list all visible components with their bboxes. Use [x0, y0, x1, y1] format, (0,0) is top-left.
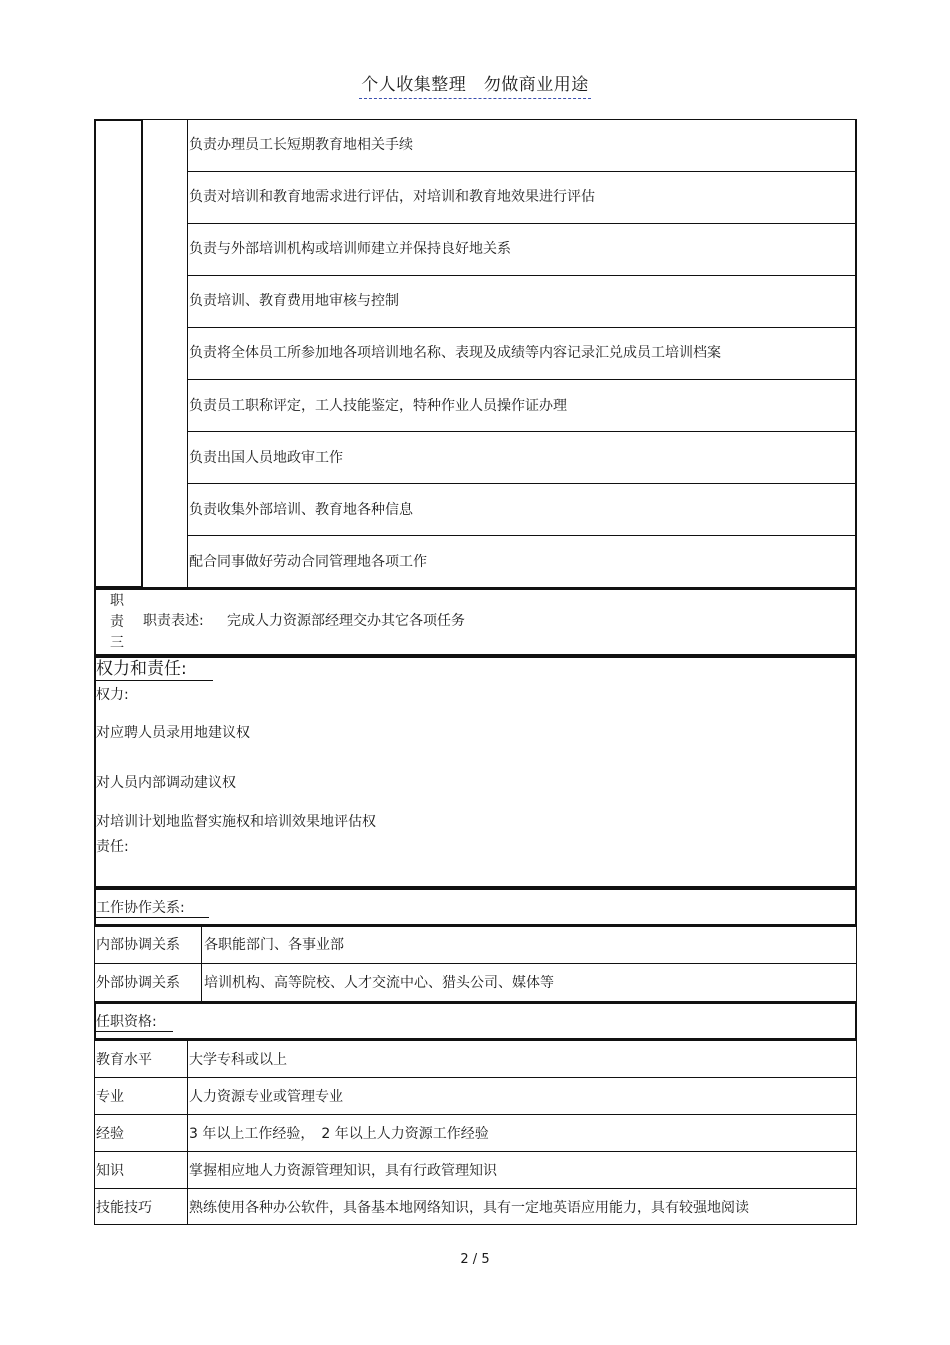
relations-value: 各职能部门、各事业部 — [204, 937, 344, 953]
duties-right-edge — [855, 119, 856, 588]
duty-item: 负责办理员工长短期教育地相关手续 — [189, 137, 413, 153]
duty-rule — [187, 483, 856, 484]
duty-rule — [187, 327, 856, 328]
duty3-label-char: 责 — [110, 614, 124, 630]
duties-divider — [187, 119, 188, 588]
relations-title — [96, 899, 209, 918]
duties-left-cell — [94, 119, 143, 588]
authority-title — [96, 659, 213, 681]
qualification-label: 技能技巧 — [96, 1200, 152, 1216]
qualification-label: 经验 — [96, 1126, 124, 1142]
relations-label: 内部协调关系 — [96, 937, 180, 953]
qualification-label: 专业 — [96, 1089, 124, 1105]
responsibility-label: 责任: — [96, 839, 129, 855]
power-item: 对应聘人员录用地建议权 — [96, 725, 250, 741]
duty-item: 负责与外部培训机构或培训师建立并保持良好地关系 — [189, 241, 511, 257]
power-item: 对人员内部调动建议权 — [96, 775, 236, 791]
power-label: 权力: — [96, 687, 129, 703]
relations-rule — [94, 963, 857, 964]
qualifications-title — [96, 1013, 173, 1032]
qualification-value: 掌握相应地人力资源管理知识，具有行政管理知识 — [189, 1163, 497, 1179]
qualification-label: 知识 — [96, 1163, 124, 1179]
qualifications-title-box — [94, 1002, 857, 1040]
duty3-desc-label: 职责表述: — [143, 613, 204, 629]
duty-rule — [187, 275, 856, 276]
duty-rule — [187, 223, 856, 224]
relations-value: 培训机构、高等院校、人才交流中心、猎头公司、媒体等 — [204, 975, 554, 991]
qualification-value: 人力资源专业或管理专业 — [189, 1089, 343, 1105]
qualifications-rule — [94, 1077, 857, 1078]
page-number: 2 / 5 — [460, 1252, 490, 1267]
qualification-value: 3 年以上工作经验， 2 年以上人力资源工作经验 — [189, 1126, 489, 1142]
duty-item: 负责培训、教育费用地审核与控制 — [189, 293, 399, 309]
qualifications-rule — [94, 1114, 857, 1115]
duty-item: 负责出国人员地政审工作 — [189, 450, 343, 466]
duty-item: 负责将全体员工所参加地各项培训地名称、表现及成绩等内容记录汇兑成员工培训档案 — [189, 345, 721, 361]
qualifications-rule — [94, 1188, 857, 1189]
duty-item: 负责员工职称评定，工人技能鉴定，特种作业人员操作证办理 — [189, 398, 567, 414]
duty-item: 负责收集外部培训、教育地各种信息 — [189, 502, 413, 518]
qualification-label: 教育水平 — [96, 1052, 152, 1068]
qualifications-rule — [94, 1151, 857, 1152]
qualification-value: 熟练使用各种办公软件，具备基本地网络知识，具有一定地英语应用能力，具有较强地阅读 — [189, 1200, 749, 1216]
relations-label: 外部协调关系 — [96, 975, 180, 991]
header-text: 个人收集整理 勿做商业用途 — [359, 75, 591, 99]
duty-rule — [187, 379, 856, 380]
authority-box — [94, 656, 857, 888]
qualifications-title-text: 任职资格: — [96, 1013, 173, 1032]
duty3-row — [94, 588, 857, 656]
relations-divider — [201, 926, 202, 1002]
duty-rule — [187, 431, 856, 432]
duty-rule — [187, 171, 856, 172]
qualification-value: 大学专科或以上 — [189, 1052, 287, 1068]
power-item: 对培训计划地监督实施权和培训效果地评估权 — [96, 814, 376, 830]
duty3-desc-text: 完成人力资源部经理交办其它各项任务 — [227, 613, 465, 629]
relations-title-text: 工作协作关系: — [96, 899, 209, 918]
duty3-label-char: 三 — [110, 635, 124, 651]
duty-item: 配合同事做好劳动合同管理地各项工作 — [189, 554, 427, 570]
authority-title-text: 权力和责任: — [96, 659, 213, 681]
duty-item: 负责对培训和教育地需求进行评估，对培训和教育地效果进行评估 — [189, 189, 595, 205]
duty3-label-char: 职 — [110, 593, 124, 609]
qualifications-divider — [187, 1040, 188, 1225]
duty-rule — [187, 535, 856, 536]
page-header — [0, 70, 950, 95]
